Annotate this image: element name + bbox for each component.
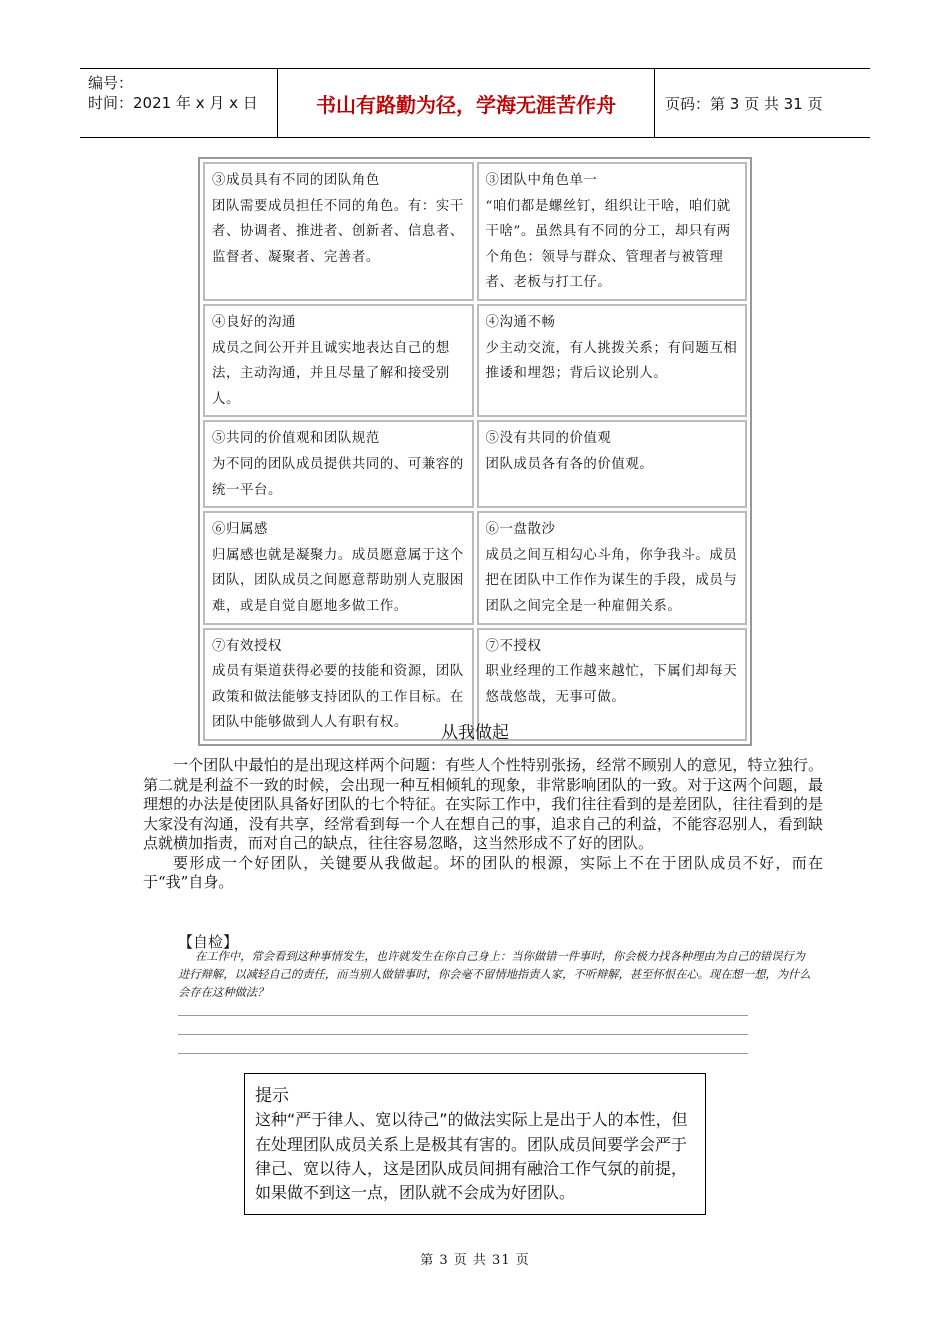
good-team-text: 团队需要成员担任不同的角色。有：实干者、协调者、推进者、创新者、信息者、监督者、凝聚者、完善者。	[212, 198, 464, 265]
good-team-title: ⑥归属感	[212, 522, 268, 538]
page-footer: 第 3 页 共 31 页	[420, 1253, 530, 1268]
document-date: 时间：2021 年 x 月 x 日	[88, 94, 258, 112]
table-row	[203, 162, 747, 301]
good-team-title: ③成员具有不同的团队角色	[212, 173, 380, 188]
bad-team-text: 少主动交流，有人挑拨关系；有问题互相推诿和埋怨；背后议论别人。	[485, 340, 738, 382]
body-paragraph: 一个团队中最怕的是出现这样两个问题：有些人个性特别张扬，经常不顾别人的意见，特立独行。第二就是利益不一致的时候，会出现一种互相倾轧的现象，非常影响团队的一致。对于这两个问题，最理想的办法是使团队具备好团队的七个特征。在实际工作中，我们往往看到的是差团队，往往看到的是大家没有沟通，没有共享，经常看到每一个人在想自己的事，追求自己的利益，不能容忍别人，看到缺点就横加指责，而对自己的缺点，往往容易忽略，这当然形成不了好的团队。	[143, 756, 823, 852]
tip-box	[244, 1073, 706, 1215]
bad-team-cell	[477, 162, 748, 301]
good-team-cell	[203, 162, 474, 301]
document-number-label: 编号：	[88, 74, 134, 92]
bad-team-text: “咱们都是螺丝钉，组织让干啥，咱们就干啥”。虽然具有不同的分工，却只有两个角色：领导与群众、管理者与被管理者、老板与打工仔。	[485, 198, 731, 291]
bad-team-title: ⑤没有共同的价值观	[485, 431, 612, 447]
good-team-text: 成员之间公开并且诚实地表达自己的想法，主动沟通，并且尽量了解和接受别人。	[212, 340, 450, 407]
bad-team-cell	[477, 420, 748, 508]
bad-team-title: ④沟通不畅	[485, 314, 556, 330]
section-body	[143, 756, 823, 893]
body-paragraph: 要形成一个好团队，关键要从我做起。坏的团队的根源，实际上不在于团队成员不好，而在于“我”自身。	[143, 853, 823, 891]
good-team-text: 成员有渠道获得必要的技能和资源，团队政策和做法能够支持团队的工作目标。在团队中能够做到人人有职有权。	[212, 664, 464, 731]
good-team-title: ⑦有效授权	[212, 638, 282, 654]
table-row	[203, 420, 747, 508]
answer-line	[178, 1053, 748, 1054]
answer-line	[178, 1015, 748, 1016]
bad-team-text: 职业经理的工作越来越忙，下属们却每天悠哉悠哉，无事可做。	[485, 664, 738, 705]
table-row	[203, 511, 747, 624]
header-page-number: 页码：第 3 页 共 31 页	[665, 94, 823, 113]
section-title: 从我做起	[441, 723, 509, 743]
answer-line	[178, 1034, 748, 1035]
tip-title: 提示	[255, 1086, 289, 1106]
header-motto: 书山有路勤为径，学海无涯苦作舟	[278, 69, 655, 137]
good-team-text: 为不同的团队成员提供共同的、可兼容的统一平台。	[212, 456, 464, 498]
good-team-title: ⑤共同的价值观和团队规范	[212, 431, 380, 447]
bad-team-title: ③团队中角色单一	[485, 173, 598, 188]
table-row	[203, 304, 747, 417]
bad-team-cell	[477, 511, 748, 624]
good-team-cell	[203, 304, 474, 417]
page-header	[80, 68, 870, 138]
good-team-cell	[203, 511, 474, 624]
bad-team-title: ⑦不授权	[485, 638, 542, 654]
team-comparison-table	[198, 157, 752, 746]
bad-team-text: 团队成员各有各的价值观。	[485, 456, 654, 472]
self-check-label: 【自检】	[178, 933, 239, 951]
bad-team-cell	[477, 304, 748, 417]
tip-text: 这种“严于律人、宽以待己”的做法实际上是出于人的本性，但在处理团队成员关系上是极其有害的。团队成员间要学会严于律己、宽以待人，这是团队成员间拥有融洽工作气氛的前提，如果做不到这一点，团队就不会成为好团队。	[255, 1110, 688, 1203]
bad-team-text: 成员之间互相勾心斗角，你争我斗。成员把在团队中工作作为谋生的手段，成员与团队之间完全是一种雇佣关系。	[485, 547, 738, 614]
header-left-cell	[80, 69, 278, 137]
good-team-cell	[203, 420, 474, 508]
self-check-text: 在工作中，常会看到这种事情发生，也许就发生在你自己身上：当你做错一件事时，你会极力找各种理由为自己的错误行为进行辩解，以减轻自己的责任，而当别人做错事时，你会毫不留情地指责人家，不听辩解，甚至怀恨在心。现在想一想，为什么会存在这种做法？	[178, 950, 811, 999]
bad-team-title: ⑥一盘散沙	[485, 522, 556, 538]
good-team-title: ④良好的沟通	[212, 314, 296, 330]
good-team-text: 归属感也就是凝聚力。成员愿意属于这个团队，团队成员之间愿意帮助别人克服困难，或是自觉自愿地多做工作。	[212, 547, 464, 614]
